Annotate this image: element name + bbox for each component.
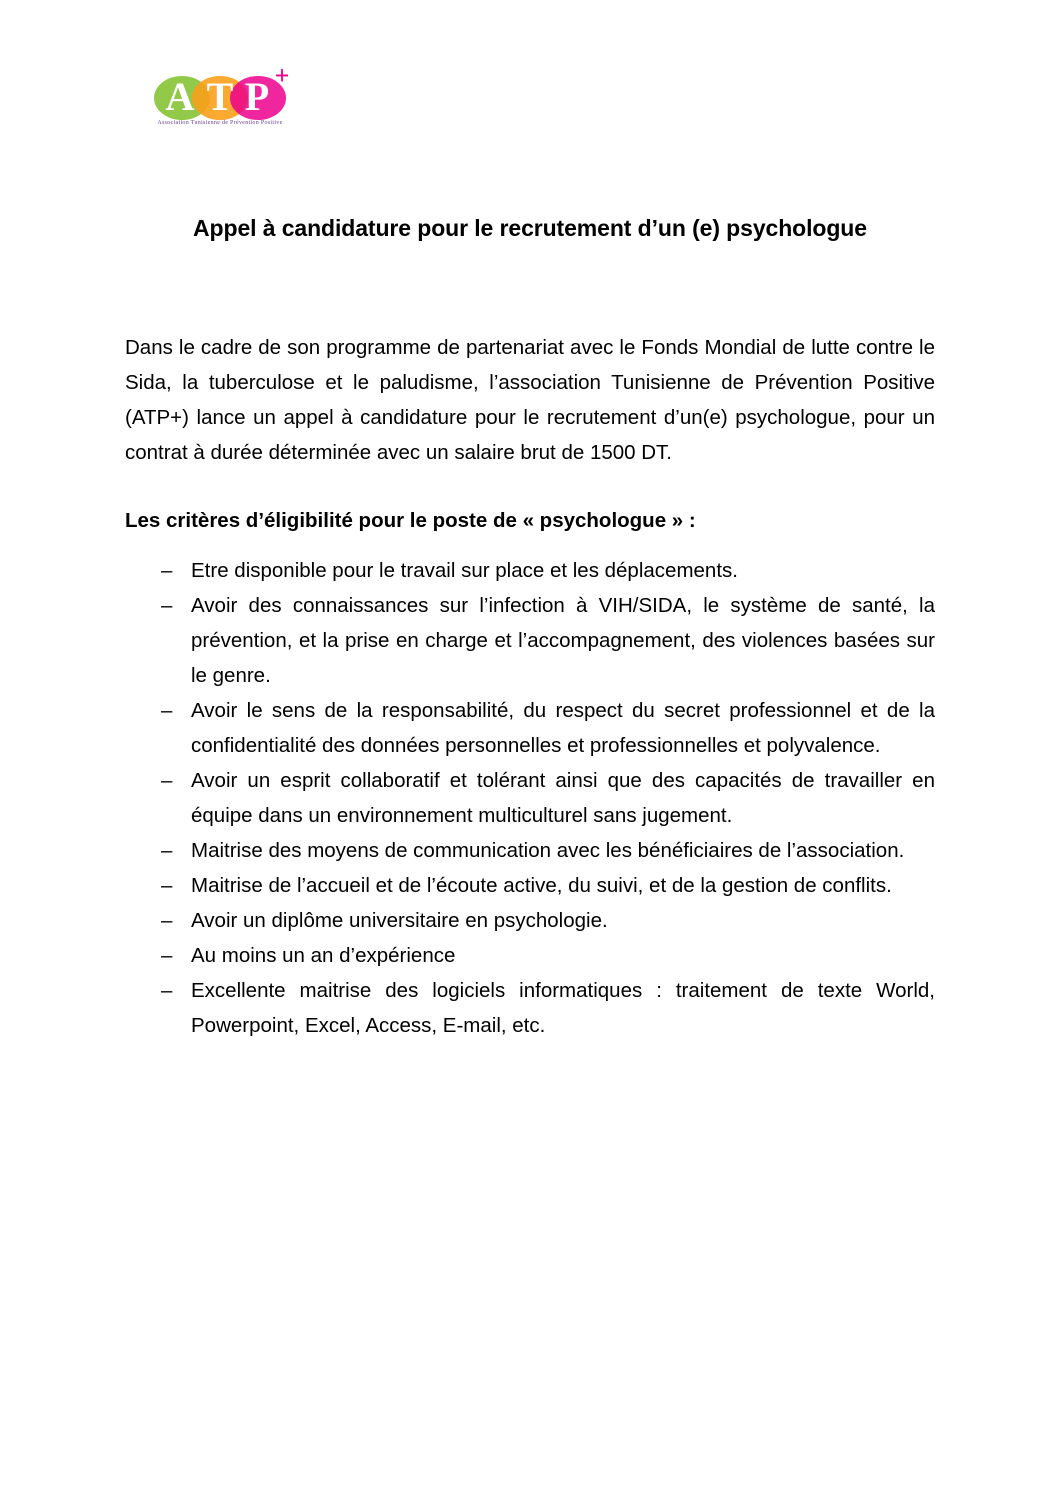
bullet-marker: – bbox=[161, 944, 173, 967]
bullet-marker: – bbox=[161, 839, 173, 862]
list-item bbox=[125, 588, 935, 693]
list-item bbox=[125, 833, 935, 868]
bullet-marker: – bbox=[161, 699, 173, 722]
list-item-text: Avoir des connaissances sur l’infection à VIH/SIDA, le système de santé, la prévention, et la prise en charge et l’accompagnement, des violences basées sur le genre. bbox=[191, 594, 935, 687]
list-item-text: Avoir le sens de la responsabilité, du respect du secret professionnel et de la confidentialité des données personnelles et professionnelles et polyvalence. bbox=[191, 699, 935, 757]
svg-text:T: T bbox=[206, 74, 234, 119]
list-item-text: Excellente maitrise des logiciels informatiques : traitement de texte World, Powerpoint, Excel, Access, E-mail, etc. bbox=[191, 979, 935, 1037]
criteria-list bbox=[125, 553, 935, 1043]
criteria-subheading: Les critères d’éligibilité pour le poste de « psychologue » : bbox=[125, 509, 696, 532]
document-body bbox=[125, 330, 935, 1043]
page-title: Appel à candidature pour le recrutement d’un (e) psychologue bbox=[193, 215, 867, 242]
list-item-text: Maitrise des moyens de communication avec les bénéficiaires de l’association. bbox=[191, 839, 905, 862]
svg-text:A: A bbox=[165, 74, 195, 119]
bullet-marker: – bbox=[161, 594, 173, 617]
list-item bbox=[125, 553, 935, 588]
intro-paragraph: Dans le cadre de son programme de partenariat avec le Fonds Mondial de lutte contre le Sida, la tuberculose et le paludisme, l’association Tunisienne de Prévention Positive (ATP+) lance un appel à candidature pour le recrutement d’un(e) psychologue, pour un contrat à durée déterminée avec un salaire brut de 1500 DT. bbox=[125, 336, 935, 464]
list-item bbox=[125, 938, 935, 973]
bullet-marker: – bbox=[161, 979, 173, 1002]
list-item-text: Maitrise de l’accueil et de l’écoute active, du suivi, et de la gestion de conflits. bbox=[191, 874, 892, 897]
list-item-text: Etre disponible pour le travail sur place et les déplacements. bbox=[191, 559, 738, 582]
list-item bbox=[125, 973, 935, 1043]
list-item-text: Avoir un diplôme universitaire en psychologie. bbox=[191, 909, 608, 932]
svg-text:P: P bbox=[244, 74, 270, 119]
bullet-marker: – bbox=[161, 909, 173, 932]
list-item bbox=[125, 903, 935, 938]
logo-caption: Association Tunisienne de Prévention Positive bbox=[157, 120, 283, 126]
list-item bbox=[125, 693, 935, 763]
svg-text:+: + bbox=[274, 62, 290, 90]
atp-logo-icon bbox=[140, 62, 300, 147]
bullet-marker: – bbox=[161, 874, 173, 897]
bullet-marker: – bbox=[161, 769, 173, 792]
bullet-marker: – bbox=[161, 559, 173, 582]
atp-logo bbox=[140, 62, 300, 147]
list-item bbox=[125, 763, 935, 833]
list-item-text: Au moins un an d’expérience bbox=[191, 944, 456, 967]
list-item bbox=[125, 868, 935, 903]
list-item-text: Avoir un esprit collaboratif et tolérant ainsi que des capacités de travailler en équipe dans un environnement multiculturel sans jugement. bbox=[191, 769, 935, 827]
